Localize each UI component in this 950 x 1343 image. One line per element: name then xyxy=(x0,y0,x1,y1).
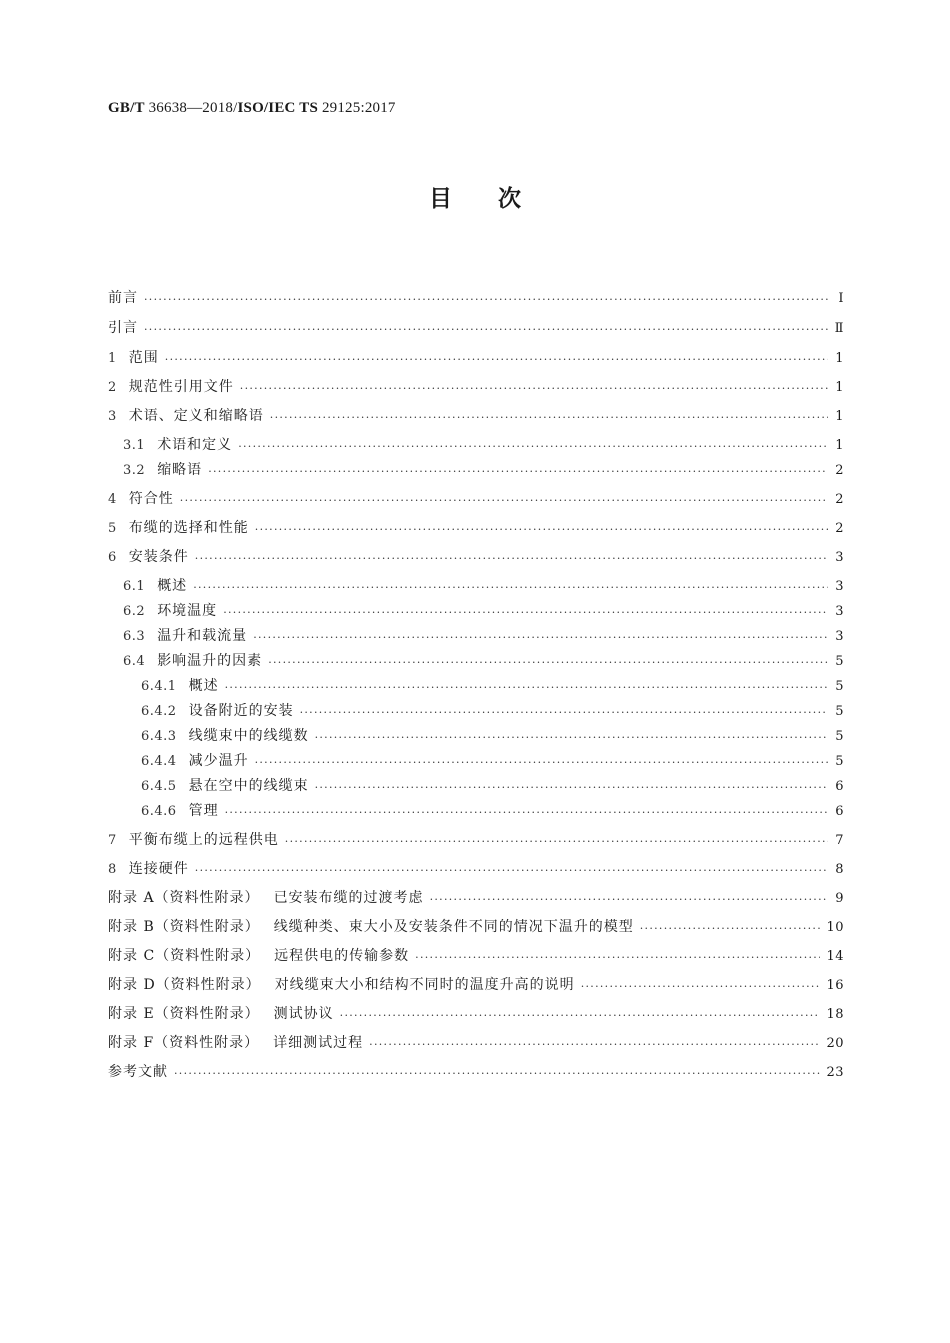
toc-entry-label xyxy=(108,1003,334,1023)
toc-page-number: 1 xyxy=(835,351,844,366)
toc-entry-number: 6.4.3 xyxy=(141,729,177,744)
toc-entry-title: 前言 xyxy=(108,290,138,306)
toc-entry-title: 引言 xyxy=(108,320,138,336)
toc-entry-title: 缩略语 xyxy=(157,462,203,478)
toc-entry-label xyxy=(123,434,232,454)
toc-entry[interactable] xyxy=(108,575,844,595)
toc-entry-label xyxy=(108,887,424,907)
toc-page-number: 5 xyxy=(835,679,844,694)
toc-dot-leader xyxy=(225,806,828,820)
toc-dot-leader xyxy=(581,980,821,994)
toc-entry-label xyxy=(108,287,138,307)
toc-dot-leader xyxy=(174,1067,820,1081)
toc-entry-title: 术语、定义和缩略语 xyxy=(128,408,264,424)
toc-entry-title: 布缆的选择和性能 xyxy=(128,520,249,536)
toc-dot-leader xyxy=(195,552,828,566)
toc-dot-leader xyxy=(285,835,828,849)
toc-entry-label xyxy=(108,376,234,396)
toc-entry-label xyxy=(108,317,138,337)
toc-annex-tag: 附录 D（资料性附录） xyxy=(108,977,261,993)
toc-entry-label xyxy=(108,945,409,965)
toc-entry[interactable] xyxy=(108,1061,844,1081)
toc-entry-number: 1 xyxy=(108,351,117,366)
toc-annex-tag: 附录 F（资料性附录） xyxy=(108,1035,260,1051)
toc-entry[interactable] xyxy=(108,317,844,337)
toc-entry[interactable] xyxy=(108,347,844,367)
toc-entry[interactable] xyxy=(108,1032,844,1052)
toc-dot-leader xyxy=(268,656,828,670)
toc-dot-leader xyxy=(255,523,828,537)
toc-dot-leader xyxy=(315,781,828,795)
toc-page-number: 1 xyxy=(835,380,844,395)
toc-entry[interactable] xyxy=(108,829,844,849)
toc-entry-number: 3.2 xyxy=(123,463,146,478)
toc-entry[interactable] xyxy=(108,625,844,645)
toc-entry-label xyxy=(123,459,202,479)
toc-dot-leader xyxy=(180,494,828,508)
toc-entry-number: 6.4.5 xyxy=(141,779,177,794)
toc-entry[interactable] xyxy=(108,775,844,795)
iso-code: ISO/IEC TS xyxy=(237,100,318,116)
toc-entry[interactable] xyxy=(108,916,844,936)
toc-entry-number: 6.4 xyxy=(123,654,146,669)
toc-entry-number: 3.1 xyxy=(123,438,146,453)
toc-page-number: 2 xyxy=(835,492,844,507)
toc-entry-title: 平衡布缆上的远程供电 xyxy=(128,832,279,848)
toc-entry-title: 悬在空中的线缆束 xyxy=(188,778,309,794)
toc-entry-label xyxy=(141,700,294,720)
toc-entry-title: 参考文献 xyxy=(108,1064,168,1080)
toc-entry-number: 4 xyxy=(108,492,117,507)
toc-entry[interactable] xyxy=(108,675,844,695)
toc-page-number: 14 xyxy=(826,949,844,964)
toc-dot-leader xyxy=(238,440,828,454)
standard-year: 36638—2018/ xyxy=(144,100,238,116)
toc-page-number: 3 xyxy=(835,550,844,565)
toc-entry-label xyxy=(141,675,219,695)
toc-entry-number: 6.3 xyxy=(123,629,146,644)
standard-code: GB/T xyxy=(108,100,145,116)
toc-annex-tag: 附录 E（资料性附录） xyxy=(108,1006,260,1022)
toc-entry-number: 6.4.1 xyxy=(141,679,177,694)
toc-page-number: 6 xyxy=(835,804,844,819)
toc-page-number: 9 xyxy=(835,891,844,906)
toc-page-number: 2 xyxy=(835,463,844,478)
toc-dot-leader xyxy=(208,465,828,479)
toc-entry[interactable] xyxy=(108,600,844,620)
toc-entry-label xyxy=(108,916,634,936)
toc-dot-leader xyxy=(415,951,820,965)
toc-entry[interactable] xyxy=(108,700,844,720)
toc-entry-title: 环境温度 xyxy=(157,603,218,619)
toc-entry-title: 术语和定义 xyxy=(157,437,233,453)
toc-entry[interactable] xyxy=(108,1003,844,1023)
toc-entry-label xyxy=(123,650,262,670)
toc-entry-label xyxy=(123,600,217,620)
toc-entry[interactable] xyxy=(108,974,844,994)
toc-entry[interactable] xyxy=(108,725,844,745)
toc-entry-label xyxy=(141,725,309,745)
toc-page-number: 20 xyxy=(826,1036,844,1051)
toc-entry-title: 规范性引用文件 xyxy=(128,379,234,395)
toc-annex-tag: 附录 C（资料性附录） xyxy=(108,948,261,964)
toc-entry[interactable] xyxy=(108,459,844,479)
toc-entry-label xyxy=(108,405,264,425)
toc-entry-title: 对线缆束大小和结构不同时的温度升高的说明 xyxy=(274,977,575,993)
toc-entry-title: 测试协议 xyxy=(273,1006,334,1022)
toc-dot-leader xyxy=(315,731,828,745)
toc-entry-title: 连接硬件 xyxy=(128,861,189,877)
toc-entry-title: 已安装布缆的过渡考虑 xyxy=(273,890,424,906)
toc-entry[interactable] xyxy=(108,488,844,508)
toc-page-number: 5 xyxy=(835,654,844,669)
toc-entry-number: 6.4.6 xyxy=(141,804,177,819)
page-title: 目次 xyxy=(429,186,567,212)
toc-page-number: 3 xyxy=(835,629,844,644)
toc-page-number: 5 xyxy=(835,704,844,719)
toc-page-number: 3 xyxy=(835,604,844,619)
toc-page-number: 18 xyxy=(826,1007,844,1022)
toc-dot-leader xyxy=(193,581,828,595)
toc-entry-label xyxy=(108,829,279,849)
toc-page-number: 16 xyxy=(826,978,844,993)
toc-entry-title: 减少温升 xyxy=(188,753,249,769)
toc-entry-number: 3 xyxy=(108,409,117,424)
toc-page-number: 1 xyxy=(835,438,844,453)
toc-entry[interactable] xyxy=(108,750,844,770)
toc-page-number: 6 xyxy=(835,779,844,794)
toc-entry[interactable] xyxy=(108,945,844,965)
toc-dot-leader xyxy=(253,631,828,645)
toc-page-number: 23 xyxy=(826,1065,844,1080)
toc-entry[interactable] xyxy=(108,887,844,907)
toc-dot-leader xyxy=(340,1009,821,1023)
toc-page-number: 10 xyxy=(826,920,844,935)
toc-page-number: 2 xyxy=(835,521,844,536)
toc-entry-number: 6.1 xyxy=(123,579,146,594)
toc-dot-leader xyxy=(195,864,828,878)
toc-dot-leader xyxy=(270,411,828,425)
toc-entry-number: 6.4.4 xyxy=(141,754,177,769)
toc-entry-label xyxy=(108,858,189,878)
toc-page-number: 8 xyxy=(835,862,844,877)
toc-entry-title: 影响温升的因素 xyxy=(157,653,263,669)
toc-entry[interactable] xyxy=(108,858,844,878)
toc-dot-leader xyxy=(240,382,828,396)
toc-entry-title: 线缆束中的线缆数 xyxy=(188,728,309,744)
toc-entry[interactable] xyxy=(108,434,844,454)
toc-dot-leader xyxy=(369,1038,820,1052)
toc-entry-title: 详细测试过程 xyxy=(273,1035,364,1051)
toc-entry-label xyxy=(108,546,189,566)
toc-page-number: Ⅱ xyxy=(834,321,844,336)
toc-dot-leader xyxy=(223,606,828,620)
toc-entry-number: 6.2 xyxy=(123,604,146,619)
toc-dot-leader xyxy=(640,922,821,936)
toc-entry-title: 安装条件 xyxy=(128,549,189,565)
toc-entry-number: 2 xyxy=(108,380,117,395)
toc-page-number: 7 xyxy=(835,833,844,848)
toc-annex-tag: 附录 B（资料性附录） xyxy=(108,919,260,935)
toc-entry[interactable] xyxy=(108,546,844,566)
toc-page-number: Ⅰ xyxy=(838,291,844,306)
toc-entry-label xyxy=(108,1032,363,1052)
toc-entry[interactable] xyxy=(108,287,844,307)
toc-page-number: 5 xyxy=(835,729,844,744)
toc-entry-title: 概述 xyxy=(157,578,188,594)
toc-entry-label xyxy=(141,775,309,795)
toc-entry[interactable] xyxy=(108,376,844,396)
toc-entry[interactable] xyxy=(108,650,844,670)
toc-dot-leader xyxy=(300,706,828,720)
toc-entry-label xyxy=(141,800,219,820)
toc-entry-label xyxy=(123,625,247,645)
toc-page-number: 1 xyxy=(835,409,844,424)
toc-dot-leader xyxy=(225,681,828,695)
toc-entry-number: 8 xyxy=(108,862,117,877)
toc-entry-label xyxy=(141,750,249,770)
toc-dot-leader xyxy=(144,293,828,307)
toc-dot-leader xyxy=(255,756,828,770)
toc-entry[interactable] xyxy=(108,517,844,537)
toc-entry-title: 设备附近的安装 xyxy=(188,703,294,719)
toc-annex-tag: 附录 A（资料性附录） xyxy=(108,890,260,906)
toc-entry[interactable] xyxy=(108,405,844,425)
toc-dot-leader xyxy=(144,323,828,337)
toc-entry-number: 5 xyxy=(108,521,117,536)
toc-page-number: 5 xyxy=(835,754,844,769)
toc-entry-title: 远程供电的传输参数 xyxy=(274,948,410,964)
toc-entry-number: 7 xyxy=(108,833,117,848)
standard-number-header xyxy=(108,100,396,117)
toc-dot-leader xyxy=(430,893,828,907)
toc-entry-number: 6.4.2 xyxy=(141,704,177,719)
toc-dot-leader xyxy=(165,353,828,367)
toc-entry-title: 线缆种类、束大小及安装条件不同的情况下温升的模型 xyxy=(273,919,634,935)
toc-entry-title: 概述 xyxy=(188,678,219,694)
iso-year: 29125:2017 xyxy=(318,100,396,116)
toc-entry-title: 管理 xyxy=(188,803,219,819)
toc-entry-label xyxy=(108,488,174,508)
toc-entry-label xyxy=(108,347,159,367)
toc-entry-title: 符合性 xyxy=(128,491,174,507)
toc-entry-number: 6 xyxy=(108,550,117,565)
toc-entry-title: 范围 xyxy=(128,350,159,366)
toc-entry-label xyxy=(123,575,187,595)
toc-entry-label xyxy=(108,517,249,537)
toc-entry-label xyxy=(108,974,575,994)
toc-entry[interactable] xyxy=(108,800,844,820)
toc-entry-label xyxy=(108,1061,168,1081)
toc-page-number: 3 xyxy=(835,579,844,594)
toc-entry-title: 温升和载流量 xyxy=(157,628,248,644)
